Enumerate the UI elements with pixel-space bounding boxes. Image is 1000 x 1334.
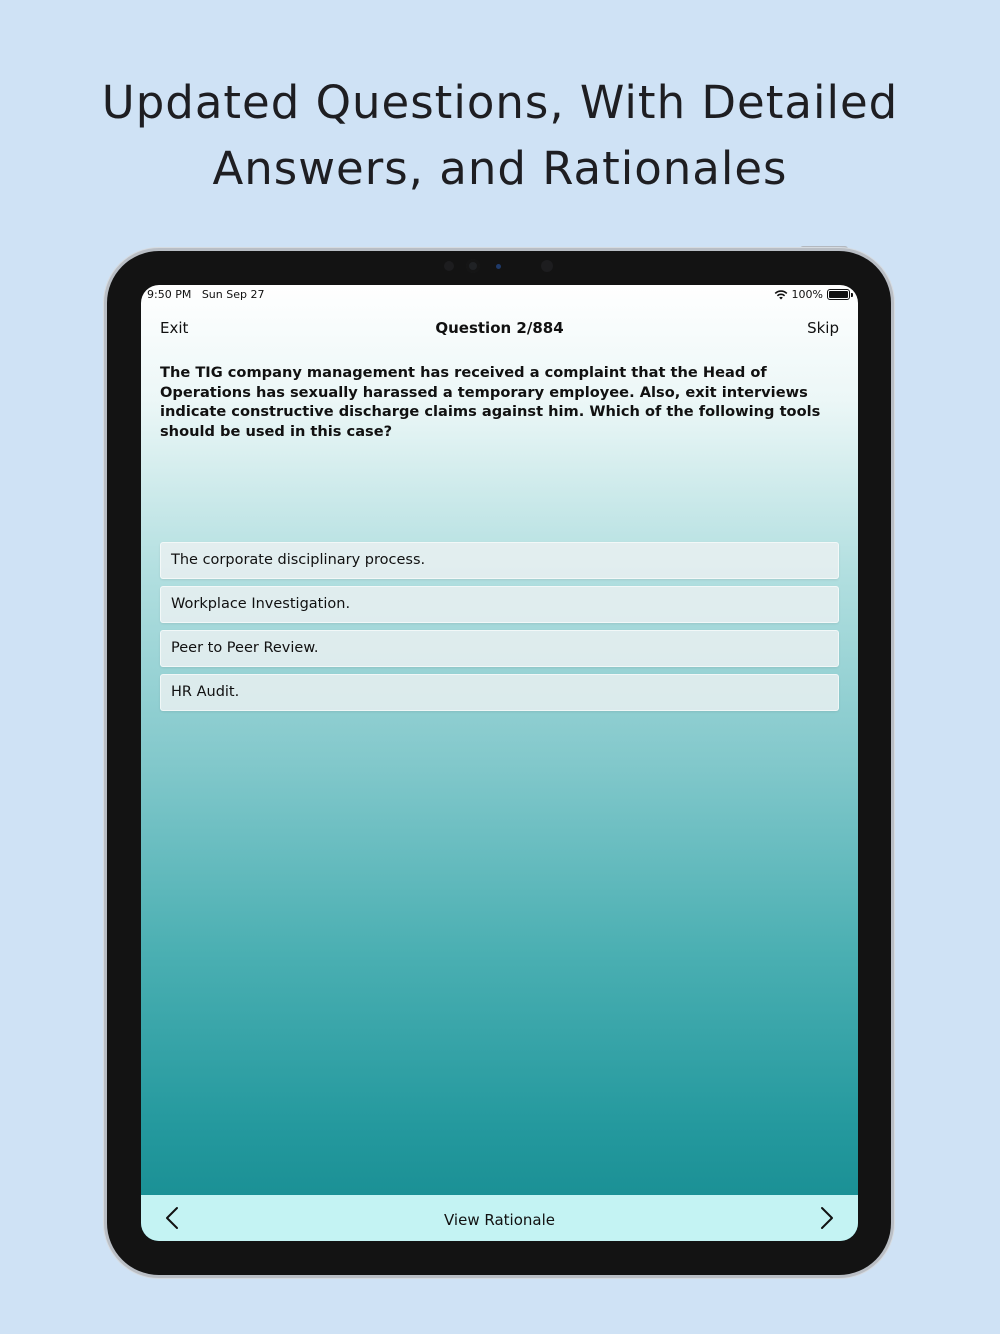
answer-options (160, 542, 839, 718)
battery-percent: 100% (791, 288, 823, 301)
sensor-icon (444, 261, 454, 271)
view-rationale-button[interactable]: View Rationale (444, 1211, 555, 1229)
headline-line-2: Answers, and Rationales (212, 142, 788, 195)
question-counter-title: Question 2/884 (435, 319, 564, 337)
status-right (774, 288, 850, 301)
question-text: The TIG company management has received a complaint that the Head of Operations has sexually harassed a temporary employee. Also, exit interviews indicate constructive discharge claims against him. Which of the following tools should be used in this case? (160, 364, 821, 440)
answer-option[interactable]: Peer to Peer Review. (160, 630, 839, 667)
sensor-icon (541, 260, 553, 272)
headline (0, 70, 1000, 202)
view-rationale-container (141, 1211, 858, 1229)
app-screen (141, 285, 858, 1241)
skip-button[interactable]: Skip (807, 319, 839, 337)
exit-button[interactable]: Exit (160, 319, 189, 337)
bottom-toolbar (141, 1195, 858, 1241)
tablet-device-frame (107, 251, 891, 1275)
status-date: Sun Sep 27 (201, 288, 265, 301)
answer-option[interactable]: HR Audit. (160, 674, 839, 711)
camera-indicator-icon (496, 264, 501, 269)
chevron-right-icon[interactable] (814, 1205, 838, 1231)
status-bar (141, 285, 858, 305)
device-volume-up-button (891, 322, 895, 362)
nav-bar (141, 315, 858, 341)
status-time: 9:50 PM (147, 288, 192, 301)
headline-line-1: Updated Questions, With Detailed (101, 76, 899, 129)
device-volume-down-button (891, 366, 895, 406)
answer-option[interactable]: Workplace Investigation. (160, 586, 839, 623)
wifi-icon (774, 289, 788, 300)
battery-icon (827, 289, 850, 300)
front-camera-icon (466, 259, 480, 273)
answer-option[interactable]: The corporate disciplinary process. (160, 542, 839, 579)
status-time-date (147, 288, 264, 301)
